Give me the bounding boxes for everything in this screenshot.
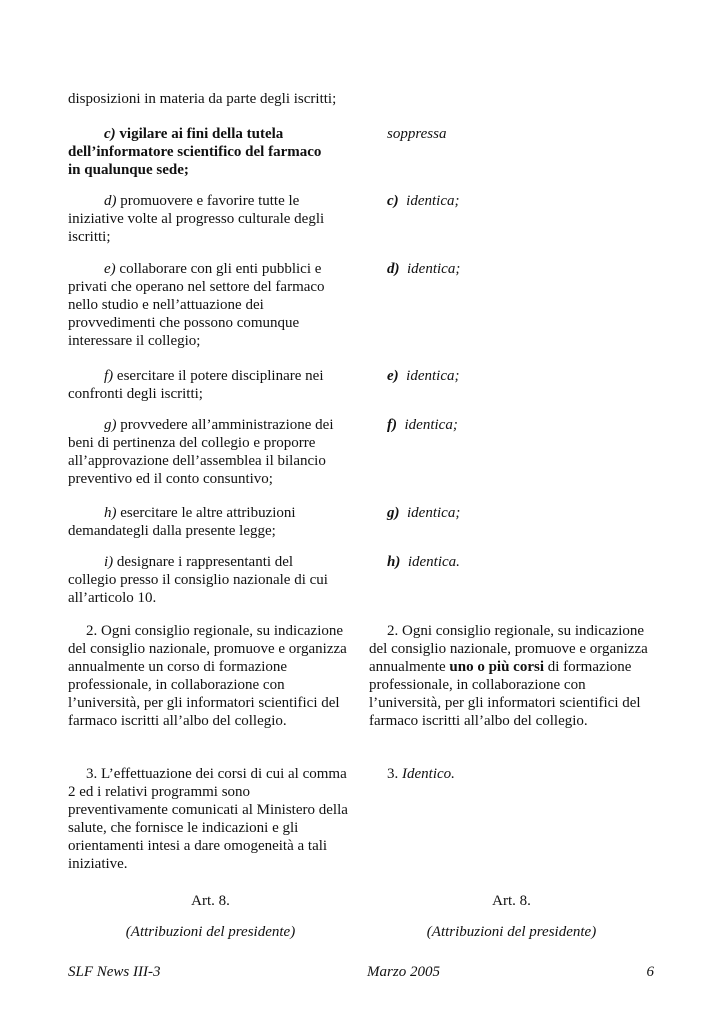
right-i-letter: h) <box>387 554 401 570</box>
left-c-text: vigilare ai fini della tutela dell’informatore scientifico del farmaco in qualunque sede; <box>68 126 322 178</box>
row-article-subtitle <box>68 923 654 941</box>
footer-page-number: 6 <box>646 964 654 980</box>
row-c <box>68 125 654 179</box>
right-g-text: identica; <box>404 417 458 433</box>
right-item-e <box>351 260 654 350</box>
left-e-text: collaborare con gli enti pubblici e privati che operano nel settore del farmaco nello studio e nell’attuazione dei provvedimenti che possono comunque interessare il collegio; <box>68 261 325 349</box>
row-intro <box>68 90 654 108</box>
left-i-text: designare i rappresentanti del collegio presso il consiglio nazionale di cui all’articolo 10. <box>68 554 328 606</box>
right-e-text: identica; <box>407 261 461 277</box>
row-article-heading <box>68 892 654 910</box>
row-h <box>68 504 654 540</box>
row-d <box>68 192 654 246</box>
right-f-letter: e) <box>387 368 399 384</box>
right-paragraph-3 <box>369 765 654 873</box>
left-c-letter: c) <box>104 126 116 142</box>
left-item-g <box>68 416 335 488</box>
left-d-text: promuovere e favorire tutte le iniziative volte al progresso culturale degli iscritti; <box>68 193 325 245</box>
left-item-f <box>68 367 335 403</box>
right-article-heading: Art. 8. <box>492 893 531 909</box>
left-item-d <box>68 192 335 246</box>
left-h-letter: h) <box>104 505 117 521</box>
left-item-c <box>68 125 335 179</box>
footer-date: Marzo 2005 <box>367 964 440 980</box>
right-i-text: identica. <box>407 554 460 570</box>
right-item-h <box>351 504 654 540</box>
right-g-letter: f) <box>387 417 397 433</box>
right-h-text: identica; <box>407 505 461 521</box>
left-f-letter: f) <box>104 368 114 384</box>
left-g-letter: g) <box>104 417 117 433</box>
left-i-letter: i) <box>104 554 114 570</box>
right-p2-start: 2. Ogni consiglio regionale, su indicazione del consiglio nazionale, promuove e organizza annualmente <box>369 623 648 675</box>
left-paragraph-3: 3. L’effettuazione dei corsi di cui al comma 2 ed i relativi programmi sono preventivamente comunicati al Ministero della salute, che fornisce le indicazioni e gli orientamenti intesi a dare omogeneità a tali iniziative. <box>68 766 348 872</box>
left-d-letter: d) <box>104 193 117 209</box>
right-item-d <box>351 192 654 246</box>
left-h-text: esercitare le altre attribuzioni demandategli dalla presente legge; <box>68 505 296 539</box>
right-d-text: identica; <box>406 193 460 209</box>
right-item-c: soppressa <box>387 126 447 142</box>
right-item-f <box>351 367 654 403</box>
row-paragraph-3 <box>68 765 654 873</box>
right-d-letter: c) <box>387 193 399 209</box>
left-paragraph-2: 2. Ogni consiglio regionale, su indicazione del consiglio nazionale, promuove e organizza annualmente un corso di formazione professionale, in collaborazione con l’università, per gli informatori scientifici del farmaco iscritti all’albo del collegio. <box>68 623 347 729</box>
left-item-i <box>68 553 335 607</box>
right-e-letter: d) <box>387 261 400 277</box>
intro-text: disposizioni in materia da parte degli iscritti; <box>68 91 337 107</box>
left-f-text: esercitare il potere disciplinare nei confronti degli iscritti; <box>68 368 324 402</box>
left-g-text: provvedere all’amministrazione dei beni di pertinenza del collegio e proporre all’approvazione dell’assemblea il bilancio preventivo ed il conto consuntivo; <box>68 417 334 487</box>
row-g <box>68 416 654 488</box>
right-article-subtitle: (Attribuzioni del presidente) <box>426 924 597 940</box>
footer-publication: SLF News III-3 <box>68 964 161 980</box>
left-item-h <box>68 504 335 540</box>
right-item-g <box>351 416 654 488</box>
left-item-e <box>68 260 335 350</box>
row-paragraph-2 <box>68 622 654 730</box>
row-e <box>68 260 654 350</box>
row-i <box>68 553 654 607</box>
left-e-letter: e) <box>104 261 116 277</box>
right-p2-end: di formazione professionale, in collaborazione con l’università, per gli informatori scientifici del farmaco iscritti all’albo del collegio. <box>369 659 641 729</box>
page-footer <box>68 963 654 981</box>
right-p3-number: 3. <box>387 766 399 782</box>
right-paragraph-2 <box>369 622 654 730</box>
row-f <box>68 367 654 403</box>
right-p2-bold: uno o più corsi <box>449 659 544 675</box>
right-item-i <box>351 553 654 607</box>
right-f-text: identica; <box>406 368 460 384</box>
left-article-heading: Art. 8. <box>191 893 230 909</box>
left-article-subtitle: (Attribuzioni del presidente) <box>125 924 296 940</box>
right-p3-text: Identico. <box>402 766 455 782</box>
right-h-letter: g) <box>387 505 400 521</box>
